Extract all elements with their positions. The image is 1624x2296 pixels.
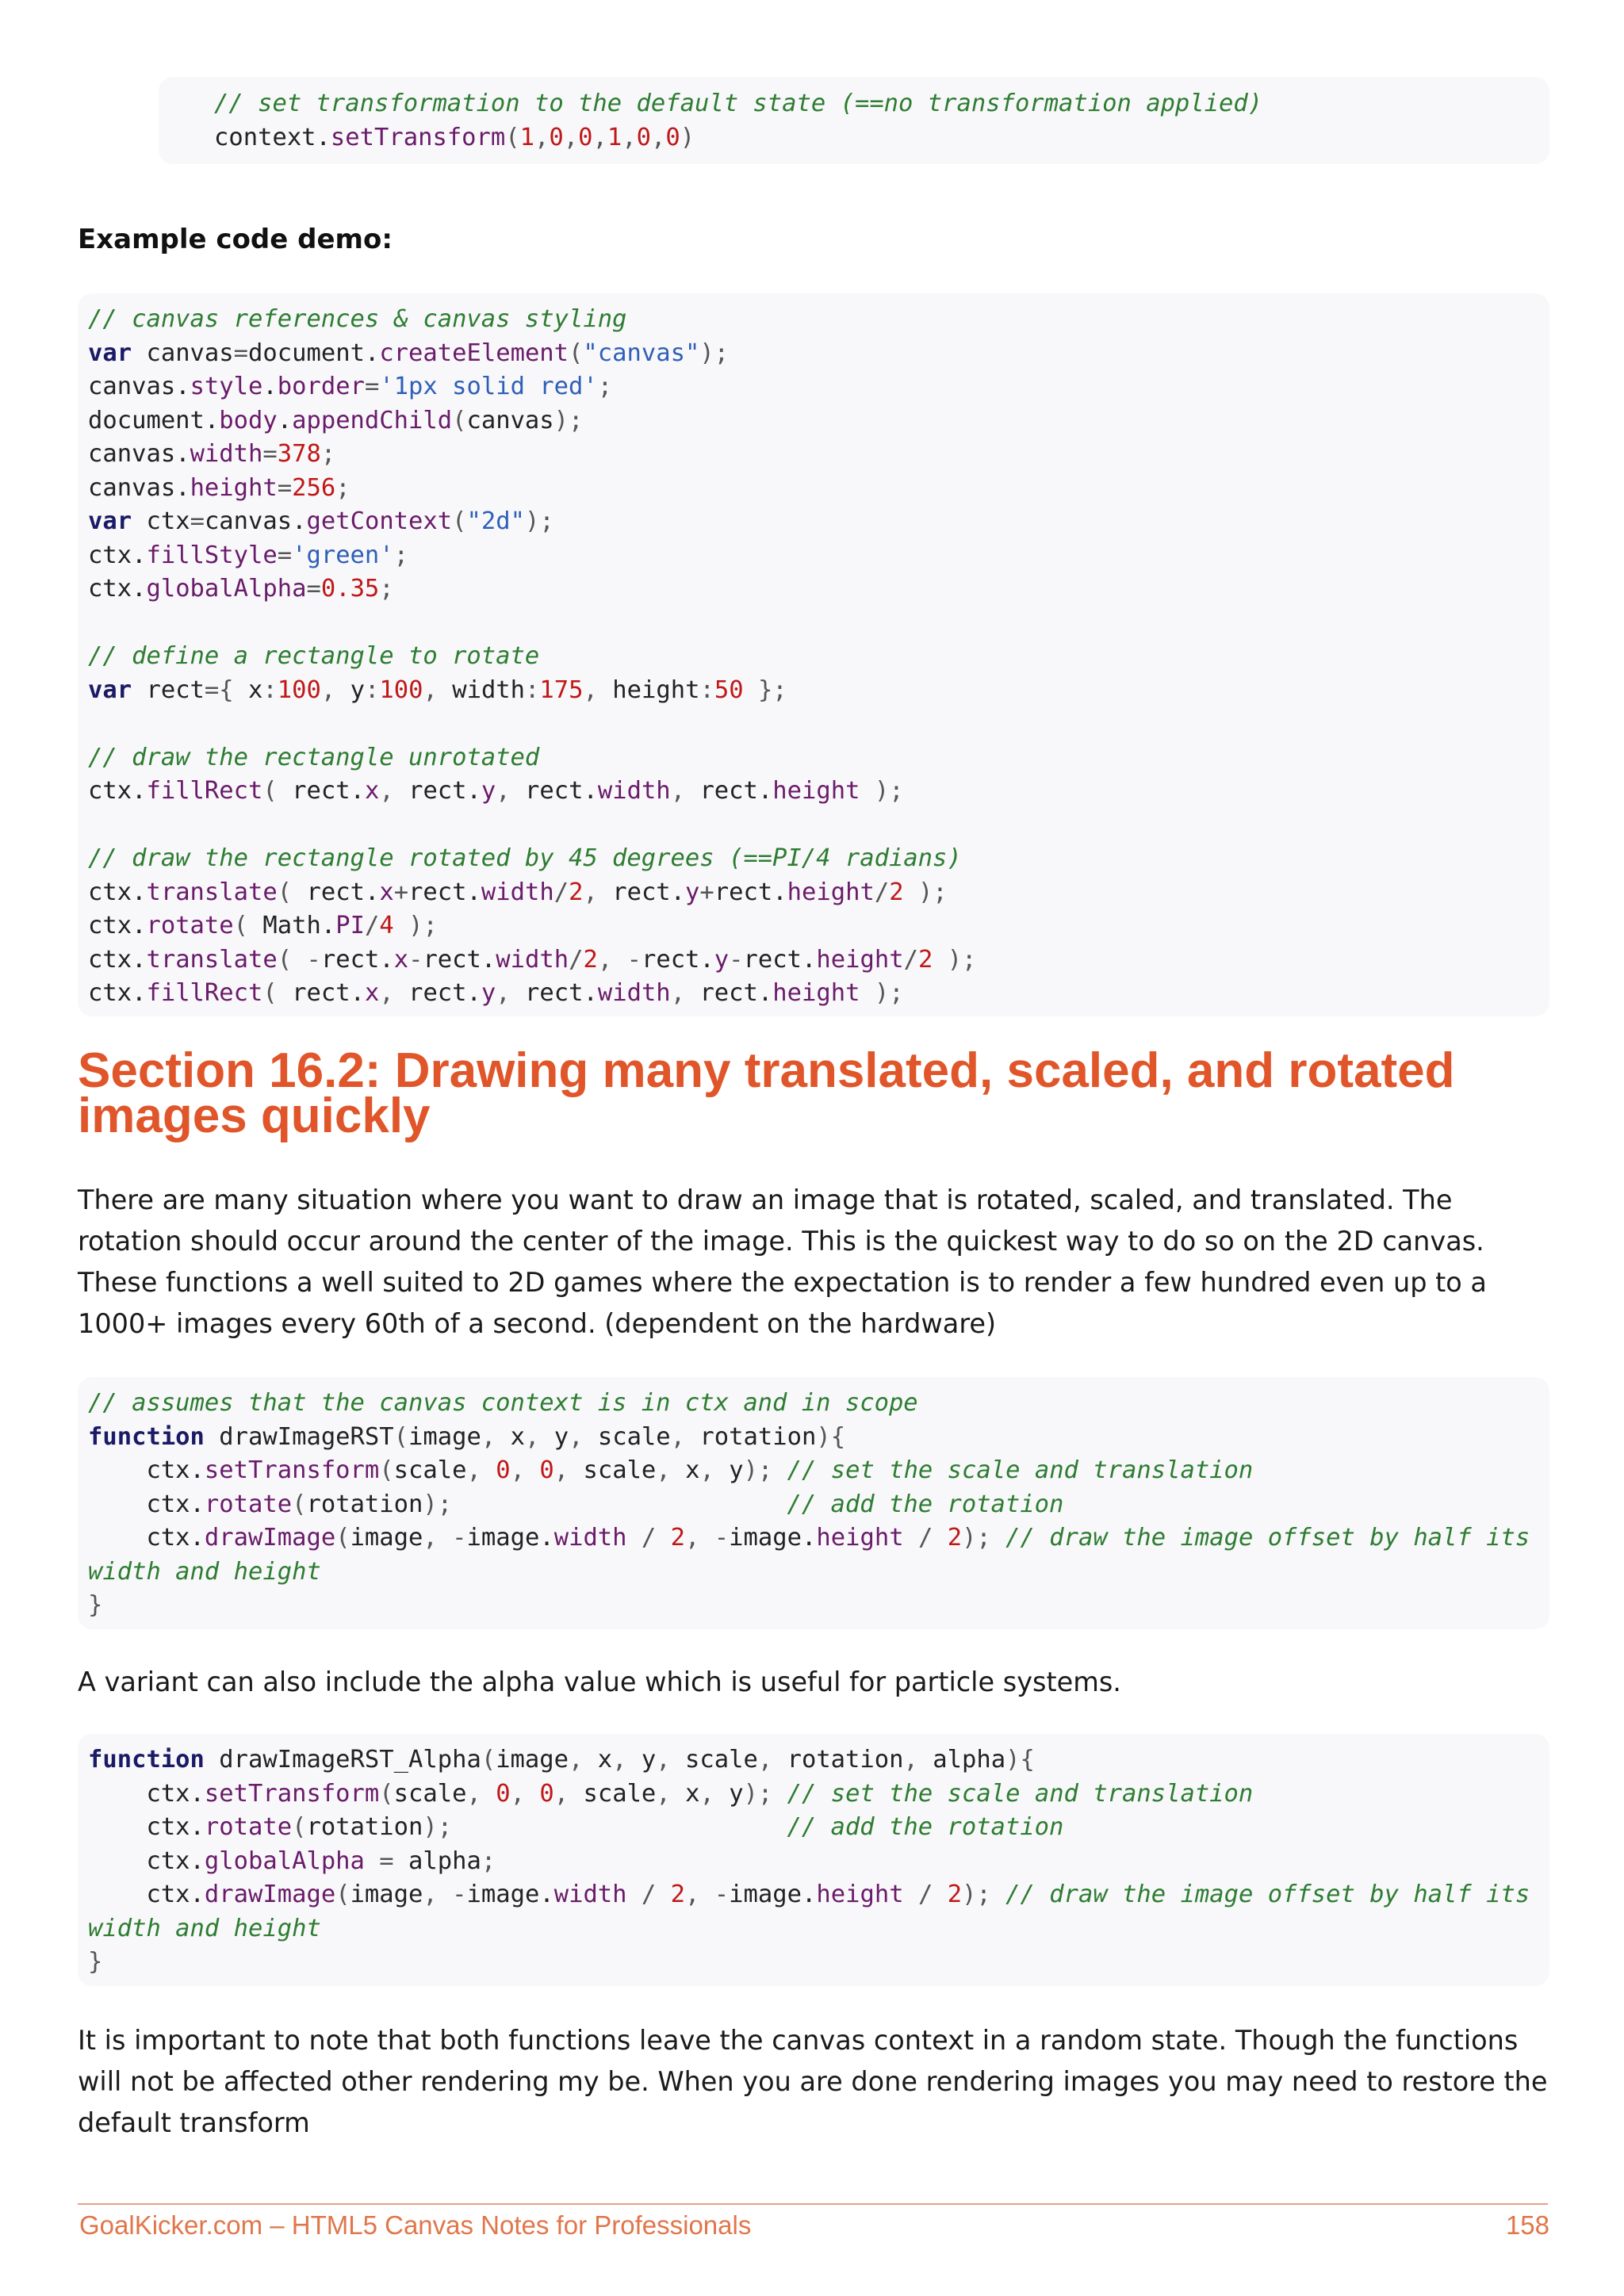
code-line: context.setTransform(1,0,0,1,0,0)	[214, 123, 695, 151]
code-line: ctx.globalAlpha = alpha;	[146, 1846, 496, 1875]
code-block-draw-image-rst-alpha	[78, 1734, 1549, 1986]
code-line: ctx.translate( -rect.x-rect.width/2, -rect.y-rect.height/2 );	[88, 945, 977, 974]
paragraph-intro: There are many situation where you want to draw an image that is rotated, scaled, and translated. The rotation should occur around the center of the image. This is the quickest way to do so on the 2D canvas. These functions a well suited to 2D games where the expectation is to render a few hundred even up to a 1000+ images every 60th of a second. (dependent on the hardware)	[78, 1184, 1487, 1339]
code-block-example-demo	[78, 293, 1549, 1016]
code-line: canvas.style.border='1px solid red';	[88, 373, 613, 400]
code-line: ctx.drawImage(image, -image.width / 2, -image.height / 2); // draw the image offset by half its	[146, 1881, 1530, 1908]
code-line: ctx.rotate(rotation); // add the rotation	[146, 1490, 1064, 1518]
code-line: width and height	[88, 1557, 321, 1586]
code-line: var rect={ x:100, y:100, width:175, height:50 };	[88, 675, 787, 704]
code-line: ctx.fillRect( rect.x, rect.y, rect.width, rect.height );	[88, 777, 904, 805]
code-line: ctx.rotate( Math.PI/4 );	[88, 912, 438, 939]
code-line: // draw the rectangle rotated by 45 degrees (==PI/4 radians)	[88, 844, 962, 872]
code-line: width and height	[88, 1914, 321, 1942]
code-line: ctx.translate( rect.x+rect.width/2, rect.y+rect.height/2 );	[88, 878, 948, 906]
code-line: // define a rectangle to rotate	[88, 642, 540, 670]
code-line: canvas.height=256;	[88, 473, 350, 502]
code-line: ctx.drawImage(image, -image.width / 2, -image.height / 2); // draw the image offset by half its	[146, 1524, 1530, 1552]
footer-source-link[interactable]: GoalKicker.com – HTML5 Canvas Notes for Professionals	[79, 2210, 752, 2240]
code-line: // draw the rectangle unrotated	[88, 743, 540, 771]
code-block-set-transform	[159, 77, 1549, 164]
code-line: ctx.rotate(rotation); // add the rotation	[146, 1813, 1064, 1841]
code-line: ctx.globalAlpha=0.35;	[88, 575, 394, 603]
section-title: Section 16.2: Drawing many translated, scaled, and rotated images quickly	[78, 1043, 1455, 1143]
footer-page-number: 158	[1505, 2210, 1549, 2240]
code-line: function drawImageRST_Alpha(image, x, y, scale, rotation, alpha){	[88, 1746, 1035, 1774]
code-line: function drawImageRST(image, x, y, scale, rotation){	[88, 1422, 846, 1451]
code-line: // canvas references & canvas styling	[88, 305, 627, 333]
code-line: // assumes that the canvas context is in ctx and in scope	[88, 1389, 918, 1417]
code-block-draw-image-rst	[78, 1377, 1549, 1629]
footer-divider	[78, 2203, 1548, 2205]
code-line: }	[88, 1591, 103, 1619]
code-line	[88, 607, 1549, 641]
code-line: }	[88, 1948, 103, 1976]
paragraph-note: It is important to note that both functions leave the canvas context in a random state. Though the functions will not be affected other rendering my be. When you are done rendering images you may need to restore the default transform	[78, 2025, 1548, 2138]
code-line	[88, 809, 1549, 843]
code-line: ctx.fillStyle='green';	[88, 541, 409, 569]
code-line: var ctx=canvas.getContext("2d");	[88, 507, 554, 535]
paragraph-variant: A variant can also include the alpha value which is useful for particle systems.	[78, 1667, 1121, 1697]
code-line: canvas.width=378;	[88, 440, 336, 468]
code-line: document.body.appendChild(canvas);	[88, 406, 584, 434]
code-line: ctx.setTransform(scale, 0, 0, scale, x, y); // set the scale and translation	[146, 1779, 1254, 1808]
example-heading: Example code demo:	[78, 224, 393, 255]
code-line: var canvas=document.createElement("canvas");	[88, 339, 730, 367]
code-line: ctx.fillRect( rect.x, rect.y, rect.width, rect.height );	[88, 979, 904, 1007]
code-line: // set transformation to the default state (==no transformation applied)	[214, 90, 1263, 117]
code-line: ctx.setTransform(scale, 0, 0, scale, x, y); // set the scale and translation	[146, 1456, 1254, 1484]
code-line	[88, 707, 1549, 741]
